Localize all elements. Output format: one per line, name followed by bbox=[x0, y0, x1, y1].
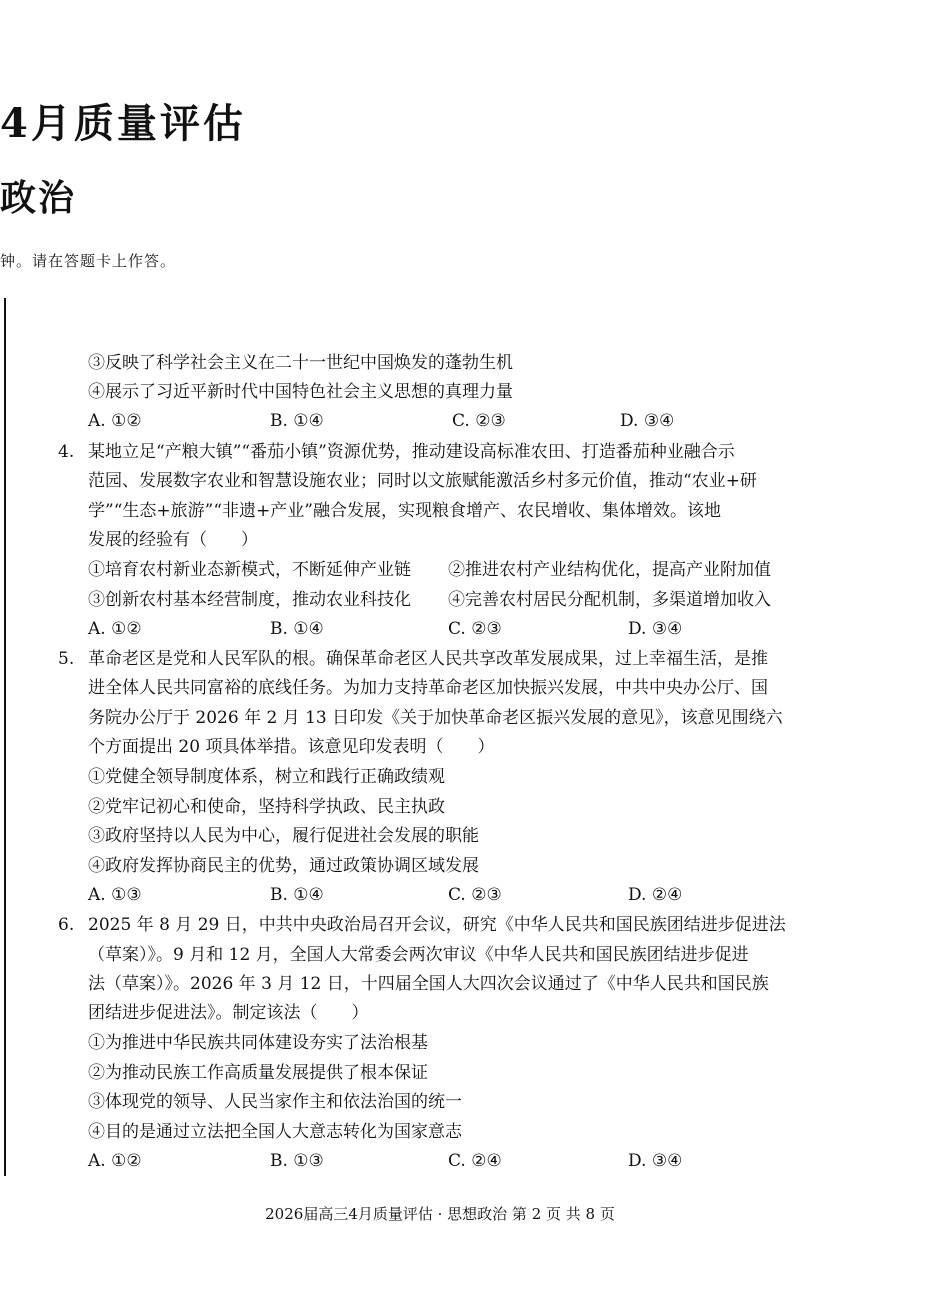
q4-stem-line: 学”“生态+旅游”“非遗+产业”融合发展，实现粮食增产、农民增收、集体增效。该地 bbox=[88, 501, 721, 521]
q4-option-b: B. ①④ bbox=[270, 619, 324, 639]
q6-statement-1: ①为推进中华民族共同体建设夯实了法治根基 bbox=[88, 1033, 428, 1053]
q5-number: 5. bbox=[58, 649, 75, 669]
q5-stem-line: 进全体人民共同富裕的底线任务。为加力支持革命老区加快振兴发展，中共中央办公厅、国 bbox=[88, 678, 768, 698]
page-title: 4月质量评估 bbox=[0, 100, 246, 147]
q4-number: 4. bbox=[58, 442, 75, 462]
q6-statement-2: ②为推动民族工作高质量发展提供了根本保证 bbox=[88, 1063, 428, 1083]
q4-statement-3: ③创新农村基本经营制度，推动农业科技化 bbox=[88, 590, 411, 610]
q4-stem-line: 范园、发展数字农业和智慧设施农业；同时以文旅赋能激活乡村多元价值，推动“农业+研 bbox=[88, 471, 757, 491]
binding-line bbox=[4, 298, 6, 1176]
q5-option-a: A. ①③ bbox=[88, 885, 142, 905]
q5-statement-3: ③政府坚持以人民为中心，履行促进社会发展的职能 bbox=[88, 826, 479, 846]
page-footer: 2026届高三4月质量评估 · 思想政治 第 2 页 共 8 页 bbox=[265, 1205, 615, 1223]
q6-option-c: C. ②④ bbox=[448, 1151, 502, 1171]
q6-stem-line: 团结进步促进法》。制定该法（ ） bbox=[88, 1003, 369, 1023]
q5-statement-2: ②党牢记初心和使命，坚持科学执政、民主执政 bbox=[88, 797, 445, 817]
q6-stem-line: 2025 年 8 月 29 日，中共中央政治局召开会议，研究《中华人民共和国民族团结进步促进法 bbox=[88, 915, 786, 935]
exam-instruction: 钟。请在答题卡上作答。 bbox=[0, 252, 177, 270]
q6-statement-3: ③体现党的领导、人民当家作主和依法治国的统一 bbox=[88, 1092, 462, 1112]
q4-stem-line: 发展的经验有（ ） bbox=[88, 530, 258, 550]
q6-statement-4: ④目的是通过立法把全国人大意志转化为国家意志 bbox=[88, 1122, 462, 1142]
q5-statement-1: ①党健全领导制度体系，树立和践行正确政绩观 bbox=[88, 767, 445, 787]
subject-title: 政治 bbox=[0, 177, 77, 219]
q4-option-a: A. ①② bbox=[88, 619, 142, 639]
q6-option-b: B. ①③ bbox=[270, 1151, 324, 1171]
q4-option-c: C. ②③ bbox=[448, 619, 502, 639]
q3-option-a: A. ①② bbox=[88, 411, 142, 431]
q4-option-d: D. ③④ bbox=[628, 619, 683, 639]
q5-stem-line: 革命老区是党和人民军队的根。确保革命老区人民共享改革发展成果，过上幸福生活，是推 bbox=[88, 649, 768, 669]
q4-statement-4: ④完善农村居民分配机制，多渠道增加收入 bbox=[448, 590, 771, 610]
q4-statement-2: ②推进农村产业结构优化，提高产业附加值 bbox=[448, 560, 771, 580]
q6-option-a: A. ①② bbox=[88, 1151, 142, 1171]
q4-stem-line: 某地立足“产粮大镇”“番茄小镇”资源优势，推动建设高标准农田、打造番茄种业融合示 bbox=[88, 442, 735, 462]
q3-option-d: D. ③④ bbox=[620, 411, 675, 431]
q3-option-b: B. ①④ bbox=[270, 411, 324, 431]
q6-option-d: D. ③④ bbox=[628, 1151, 683, 1171]
q5-stem-line: 个方面提出 20 项具体举措。该意见印发表明（ ） bbox=[88, 737, 495, 757]
q5-option-b: B. ①④ bbox=[270, 885, 324, 905]
q5-statement-4: ④政府发挥协商民主的优势，通过政策协调区域发展 bbox=[88, 856, 479, 876]
q6-stem-line: （草案）》。9 月和 12 月，全国人大常委会两次审议《中华人民共和国民族团结进步促进 bbox=[88, 945, 749, 965]
q3-option-c: C. ②③ bbox=[452, 411, 506, 431]
q5-option-d: D. ②④ bbox=[628, 885, 683, 905]
q6-number: 6. bbox=[58, 915, 75, 935]
q6-stem-line: 法（草案）》。2026 年 3 月 12 日，十四届全国人大四次会议通过了《中华人民共和国民族 bbox=[88, 974, 769, 994]
q3-statement-4: ④展示了习近平新时代中国特色社会主义思想的真理力量 bbox=[88, 382, 513, 402]
q4-statement-1: ①培育农村新业态新模式，不断延伸产业链 bbox=[88, 560, 411, 580]
q3-statement-3: ③反映了科学社会主义在二十一世纪中国焕发的蓬勃生机 bbox=[88, 353, 513, 373]
q5-option-c: C. ②③ bbox=[448, 885, 502, 905]
q5-stem-line: 务院办公厅于 2026 年 2 月 13 日印发《关于加快革命老区振兴发展的意见》，该意见围绕六 bbox=[88, 708, 783, 728]
